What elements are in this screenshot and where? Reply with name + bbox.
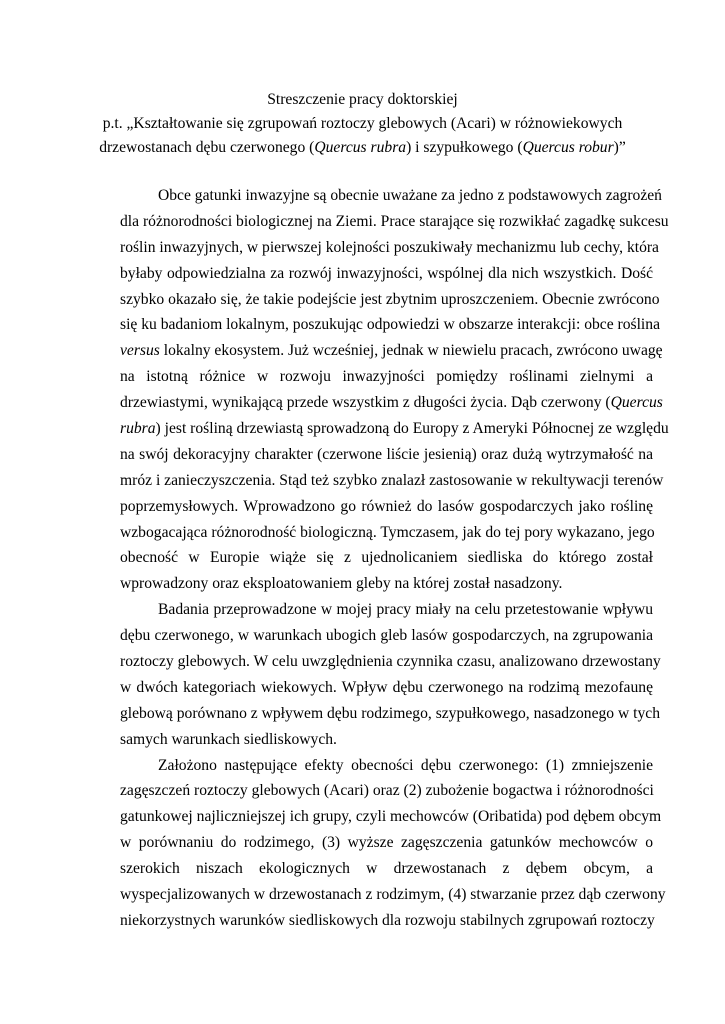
text-segment: wyspecjalizowanych w drzewostanach z rodzimym, (4) stwarzanie przez dąb czerwony [120,886,666,904]
text-segment: na swój dekoracyjny charakter (czerwone liście jesienią) oraz dużą wytrzymałość na [120,445,653,463]
text-segment: szybko okazało się, że takie podejście jest zbytnim uproszczeniem. Obecnie zwrócono [120,290,660,308]
text-segment: dla różnorodności biologicznej na Ziemi. Prace starające się rozwikłać zagadkę sukcesu [120,212,669,230]
text-segment: niekorzystnych warunków siedliskowych dla rozwoju stabilnych zgrupowań roztoczy [120,911,655,929]
document-body [120,183,669,934]
text-segment: w porównaniu do rodzimego, (3) wyższe zagęszczenia gatunków mechowców o [120,834,653,852]
paragraph-1-line [120,261,653,287]
paragraph-3-line [120,753,653,779]
paragraph-1-line [120,235,659,261]
paragraph-1-line [120,209,669,235]
paragraph-2-line [120,675,653,701]
paragraph-1-line [120,520,653,546]
paragraph-1-line [120,287,660,313]
document-heading [96,88,629,160]
text-segment: Obce gatunki inwazyjne są obecnie uważane za jedno z podstawowych zagrożeń [158,187,662,204]
heading-subtitle-line-1: p.t. „Kształtowanie się zgrupowań roztoczy glebowych (Acari) w różnowiekowych [102,115,623,132]
paragraph-1-line [120,390,663,416]
paragraph-3-line [120,856,653,882]
heading-subtitle-line-2 [96,136,629,160]
paragraph-2-line [120,623,653,649]
paragraph-2-line [120,649,661,675]
text-segment: wprowadzony oraz eksploatowaniem gleby na której został nasadzony. [120,575,563,593]
text-segment: samych warunkach siedliskowych. [120,730,337,748]
text-segment: lokalny ekosystem. Już wcześniej, jednak w niewielu pracach, zwrócono uwagę [159,342,663,360]
heading-species-name: Quercus robur [522,139,614,156]
heading-species-name: Quercus rubra [314,139,407,156]
italic-term: Quercus [610,394,663,412]
paragraph-1-line [120,416,669,442]
text-segment: zagęszczeń roztoczy glebowych (Acari) oraz (2) zubożenie bogactwa i różnorodności [120,782,654,800]
paragraph-3-line [120,908,653,934]
text-segment: roślin inwazyjnych, w pierwszej kolejności poszukiwały mechanizmu lub cechy, która [120,238,659,256]
heading-text-segment: ) i szypułkowego ( [406,139,523,156]
heading-text-segment: drzewostanach dębu czerwonego ( [99,139,315,156]
text-segment: szerokich niszach ekologicznych w drzewostanach z dębem obcym, a [120,860,653,878]
text-segment: obecność w Europie wiąże się z ujednolicaniem siedliska do którego został [120,549,653,567]
paragraph-3-line [120,830,653,856]
text-segment: dębu czerwonego, w warunkach ubogich gleb lasów gospodarczych, na zgrupowania [120,627,653,645]
paragraph-1-line [120,364,653,390]
text-segment: poprzemysłowych. Wprowadzono go również do lasów gospodarczych jako roślinę [120,497,653,515]
paragraph-2-line [120,727,653,753]
text-segment: roztoczy glebowych. W celu uwzględnienia czynnika czasu, analizowano drzewostany [120,653,661,671]
text-segment: glebową porównano z wpływem dębu rodzimego, szypułkowego, nasadzonego w tych [120,704,661,722]
text-segment: drzewiastymi, wynikającą przede wszystkim z długości życia. Dąb czerwony ( [120,394,611,412]
text-segment: ) jest rośliną drzewiastą sprowadzoną do Europy z Ameryki Północnej ze względu [155,420,669,438]
italic-term: rubra [120,420,156,438]
text-segment: gatunkowej najliczniejszej ich grupy, czyli mechowców (Oribatida) pod dębem obcym [120,808,662,826]
paragraph-3-line [120,804,662,830]
paragraph-3-line [120,778,653,804]
paragraph-1-line [120,494,653,520]
text-segment: mróz i zanieczyszczenia. Stąd też szybko znalazł zastosowanie w rekultywacji terenów [120,471,664,489]
heading-text-segment: )” [613,139,626,156]
paragraph-1-line [120,338,663,364]
text-segment: Założono następujące efekty obecności dębu czerwonego: (1) zmniejszenie [158,756,653,774]
heading-title: Streszczenie pracy doktorskiej [267,91,458,108]
paragraph-1-line [120,571,653,597]
text-segment: byłaby odpowiedzialna za rozwój inwazyjności, wspólnej dla nich wszystkich. Dość [120,264,653,282]
paragraph-2-line [120,597,653,623]
paragraph-1-line [120,468,664,494]
text-segment: Badania przeprowadzone w mojej pracy miały na celu przetestowanie wpływu [158,601,653,619]
paragraph-1-line [120,312,660,338]
paragraph-1-line [120,442,653,468]
italic-term: versus [120,342,160,360]
paragraph-3-line [120,882,666,908]
text-segment: na istotną różnice w rozwoju inwazyjności pomiędzy roślinami zielnymi a [120,368,653,386]
paragraph-1-line [120,545,653,571]
text-segment: się ku badaniom lokalnym, poszukując odpowiedzi w obszarze interakcji: obce roślina [120,316,660,334]
text-segment: wzbogacająca różnorodność biologiczną. Tymczasem, jak do tej pory wykazano, jego [120,523,655,541]
text-segment: w dwóch kategoriach wiekowych. Wpływ dębu czerwonego na rodzimą mezofaunę [120,678,653,696]
paragraph-1-line [120,183,662,209]
paragraph-2-line [120,701,661,727]
